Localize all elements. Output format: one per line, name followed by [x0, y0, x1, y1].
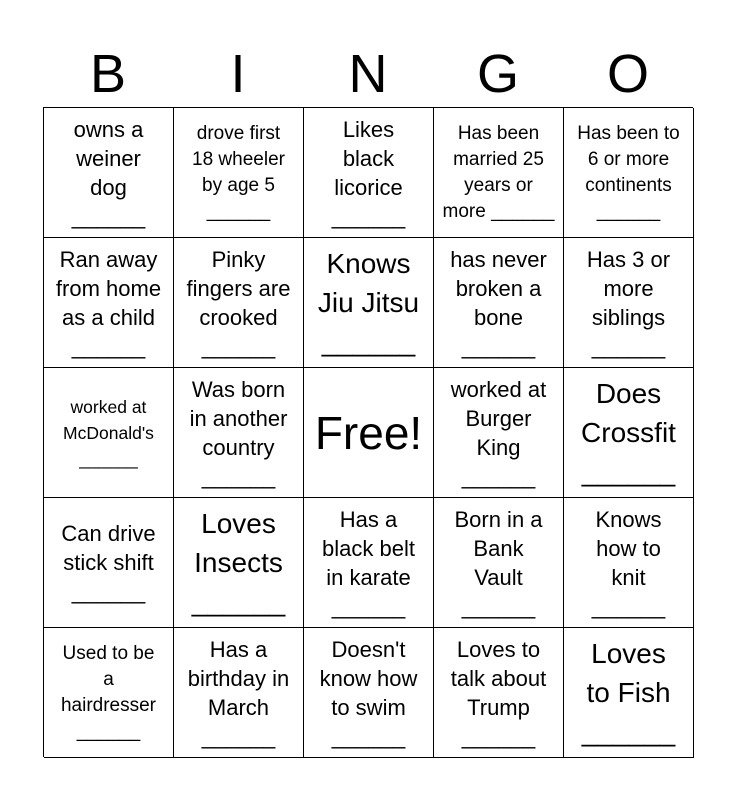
bingo-cell[interactable]: Can drive stick shift ______ — [44, 498, 174, 628]
bingo-header — [43, 40, 693, 108]
bingo-cell[interactable]: Likes black licorice ______ — [304, 108, 434, 238]
header-letter-i: I — [230, 44, 246, 104]
header-letter-o: O — [606, 44, 649, 104]
bingo-cell[interactable]: Was born in another country ______ — [174, 368, 304, 498]
bingo-cell[interactable]: worked at Burger King ______ — [434, 368, 564, 498]
bingo-cell[interactable]: owns a weiner dog ______ — [44, 108, 174, 238]
bingo-cell[interactable]: Knows Jiu Jitsu ______ — [304, 238, 434, 368]
bingo-cell[interactable]: Born in a Bank Vault ______ — [434, 498, 564, 628]
bingo-cell[interactable]: Loves to talk about Trump ______ — [434, 628, 564, 758]
bingo-cell[interactable]: has never broken a bone ______ — [434, 238, 564, 368]
bingo-cell[interactable]: Knows how to knit ______ — [564, 498, 694, 628]
bingo-cell[interactable]: Ran away from home as a child ______ — [44, 238, 174, 368]
bingo-cell[interactable]: Has 3 or more siblings ______ — [564, 238, 694, 368]
header-letter-b: B — [89, 44, 127, 104]
bingo-cell[interactable]: Doesn't know how to swim ______ — [304, 628, 434, 758]
bingo-cell[interactable]: Loves Insects ______ — [174, 498, 304, 628]
bingo-grid — [43, 107, 693, 757]
bingo-cell[interactable]: Has been married 25 years or more ______ — [434, 108, 564, 238]
bingo-cell[interactable]: Loves to Fish ______ — [564, 628, 694, 758]
bingo-cell[interactable]: Pinky fingers are crooked ______ — [174, 238, 304, 368]
header-letter-g: G — [476, 44, 519, 104]
header-letter-n: N — [348, 44, 388, 104]
bingo-cell[interactable]: Has a birthday in March ______ — [174, 628, 304, 758]
bingo-cell[interactable]: Used to be a hairdresser ______ — [44, 628, 174, 758]
free-space[interactable]: Free! — [304, 368, 434, 498]
bingo-cell[interactable]: Has been to 6 or more continents ______ — [564, 108, 694, 238]
bingo-cell[interactable]: worked at McDonald's ______ — [44, 368, 174, 498]
bingo-cell[interactable]: Has a black belt in karate ______ — [304, 498, 434, 628]
bingo-cell[interactable]: Does Crossfit ______ — [564, 368, 694, 498]
bingo-cell[interactable]: drove first 18 wheeler by age 5 ______ — [174, 108, 304, 238]
